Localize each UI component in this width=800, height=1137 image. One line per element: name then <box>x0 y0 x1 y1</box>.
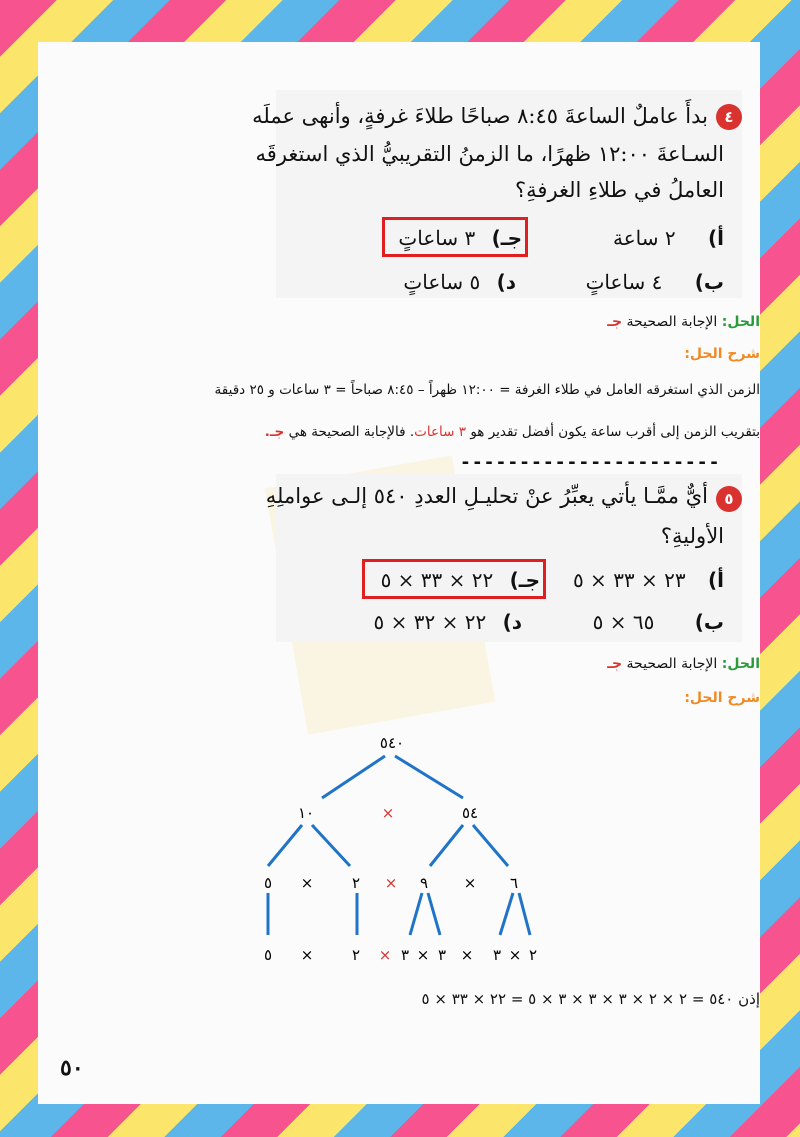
question-text-line: الأوليةِ؟ <box>660 524 724 548</box>
explain-text: بتقريب الزمن إلى أقرب ساعة يكون أفضل تقدير هو <box>470 424 760 440</box>
tree-branch <box>312 825 350 866</box>
tree-branch <box>322 756 385 798</box>
tree-leaf: ٥ <box>263 946 273 964</box>
question-text-line: العاملُ في طلاءِ الغرفةِ؟ <box>515 178 724 202</box>
option-letter: ب) <box>694 270 724 294</box>
explain-answer: جـ. <box>264 424 285 440</box>
question-number-badge: ٥ <box>716 486 742 512</box>
separator: ---------------------- <box>460 452 721 473</box>
times-sign: × <box>381 804 395 822</box>
times-sign: × <box>384 874 398 892</box>
tree-branch <box>428 893 440 935</box>
option-text: ٢٢ × ٣٢ × ٥ <box>373 610 487 634</box>
option-letter: أ) <box>708 226 724 250</box>
solution-text: الإجابة الصحيحة <box>626 314 718 330</box>
explain-line-1: الزمن الذي استغرقه العامل في طلاء الغرفة = ١٢:٠٠ ظهراً – ٨:٤٥ صباحاً = ٣ ساعات و ٢٥ دقيقة <box>214 382 760 398</box>
tree-node: ٥ <box>263 874 273 892</box>
question-text-line: السـاعةَ ١٢:٠٠ ظهرًا، ما الزمنُ التقريبيُّ الذي استغرقَه <box>255 142 724 166</box>
tree-leaf: ٣ <box>437 946 447 964</box>
option-letter: جـ) <box>509 568 540 592</box>
explain-text: . فالإجابة الصحيحة هي <box>288 424 415 440</box>
option-text: ٢٢ × ٣٣ × ٥ <box>380 568 494 592</box>
tree-node: ١٠ <box>297 804 315 822</box>
option-letter: أ) <box>708 568 724 592</box>
tree-node: ٢ <box>351 874 361 892</box>
tree-branches <box>268 756 530 935</box>
explain-highlight: ٣ ساعات <box>414 424 467 440</box>
option-text: ٣ ساعاتٍ <box>398 226 476 250</box>
times-sign: × <box>460 946 474 964</box>
times-sign: × <box>416 946 430 964</box>
tree-leaf: ٣ <box>492 946 502 964</box>
solution-label: الحل: <box>721 656 760 672</box>
option-letter: د) <box>496 270 516 294</box>
option-letter: جـ) <box>491 226 522 250</box>
option-text: ٢٣ × ٣٣ × ٥ <box>572 568 686 592</box>
times-sign: × <box>300 946 314 964</box>
option-text: ٢ ساعة <box>613 226 676 250</box>
solution-label: الحل: <box>721 314 760 330</box>
times-sign: × <box>508 946 522 964</box>
explain-label: شرح الحل: <box>684 346 760 362</box>
times-sign: × <box>378 946 392 964</box>
page-number: ٥٠ <box>60 1055 84 1081</box>
question-text-line: أيٌّ ممَّـا يأتي يعبِّرُ عنْ تحليـلِ العددِ ٥٤٠ إلـى عواملِهِ <box>265 484 708 508</box>
final-result: إذن ٥٤٠ = ٢ × ٢ × ٣ × ٣ × ٣ × ٥ = ٢٢ × ٣٣ × ٥ <box>421 990 760 1008</box>
times-sign: × <box>300 874 314 892</box>
option-text: ٥ ساعاتٍ <box>403 270 481 294</box>
tree-leaf: ٢ <box>528 946 538 964</box>
tree-branch <box>500 893 513 935</box>
tree-node: ٥٤ <box>461 804 479 822</box>
question-number-badge: ٤ <box>716 104 742 130</box>
option-letter: ب) <box>694 610 724 634</box>
solution-text: الإجابة الصحيحة <box>626 656 718 672</box>
tree-leaf: ٣ <box>400 946 410 964</box>
option-letter: د) <box>502 610 522 634</box>
tree-branch <box>268 825 302 866</box>
solution-answer: جـ <box>607 656 623 672</box>
times-sign: × <box>463 874 477 892</box>
option-text: ٦٥ × ٥ <box>592 610 655 634</box>
tree-root: ٥٤٠ <box>379 734 405 752</box>
tree-branch <box>430 825 463 866</box>
question-text-line: بدأَ عاملٌ الساعةَ ٨:٤٥ صباحًا طلاءَ غرفةٍ، وأنهى عملَه <box>252 104 708 128</box>
explain-label: شرح الحل: <box>684 690 760 706</box>
tree-node: ٩ <box>419 874 429 892</box>
tree-branch <box>395 756 463 798</box>
tree-branch <box>473 825 508 866</box>
tree-branch <box>519 893 530 935</box>
tree-branch <box>410 893 422 935</box>
tree-node: ٦ <box>509 874 519 892</box>
tree-leaf: ٢ <box>351 946 361 964</box>
solution-answer: جـ <box>607 314 623 330</box>
option-text: ٤ ساعاتٍ <box>585 270 663 294</box>
